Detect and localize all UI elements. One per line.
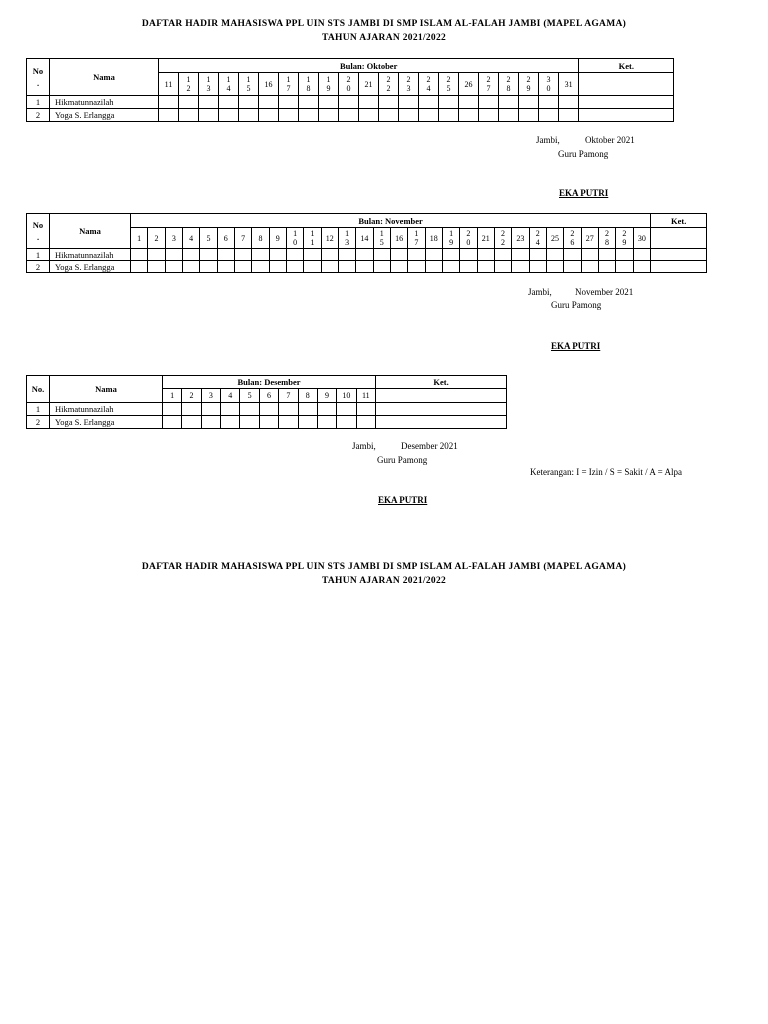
attendance-cell[interactable]	[425, 249, 442, 261]
day-header: 12	[321, 228, 338, 249]
attendance-cell[interactable]	[559, 96, 579, 109]
attendance-legend: Keterangan: I = Izin / S = Sakit / A = Alpa	[530, 467, 682, 477]
attendance-cell[interactable]	[529, 249, 546, 261]
attendance-cell[interactable]	[337, 403, 356, 416]
attendance-cell[interactable]	[304, 249, 321, 261]
attendance-cell[interactable]	[201, 416, 220, 429]
day-header: 1 9	[442, 228, 459, 249]
attendance-cell[interactable]	[286, 249, 303, 261]
attendance-cell[interactable]	[633, 261, 651, 273]
attendance-cell[interactable]	[199, 109, 219, 122]
ket-cell[interactable]	[651, 261, 707, 273]
attendance-cell[interactable]	[298, 403, 317, 416]
no-header: No.	[27, 376, 50, 403]
attendance-cell[interactable]	[182, 261, 199, 273]
attendance-cell[interactable]	[419, 96, 439, 109]
day-header: 23	[512, 228, 529, 249]
attendance-cell[interactable]	[319, 109, 339, 122]
attendance-cell[interactable]	[179, 109, 199, 122]
attendance-cell[interactable]	[321, 261, 338, 273]
attendance-cell[interactable]	[219, 96, 239, 109]
attendance-cell[interactable]	[356, 403, 375, 416]
day-header: 1 3	[338, 228, 355, 249]
day-header: 1 7	[408, 228, 425, 249]
attendance-cell[interactable]	[373, 261, 390, 273]
nama-header: Nama	[50, 59, 159, 96]
attendance-cell[interactable]	[338, 261, 355, 273]
day-header: 9	[269, 228, 286, 249]
attendance-cell[interactable]	[239, 96, 259, 109]
row-number: 1	[27, 403, 50, 416]
day-header: 18	[425, 228, 442, 249]
day-header: 2 9	[519, 73, 539, 96]
attendance-table-november	[26, 213, 707, 273]
attendance-cell[interactable]	[373, 249, 390, 261]
attendance-cell[interactable]	[359, 96, 379, 109]
attendance-cell[interactable]	[259, 96, 279, 109]
attendance-cell[interactable]	[163, 403, 182, 416]
day-header: 25	[546, 228, 563, 249]
student-name: Hikmatunnazilah	[50, 96, 159, 109]
day-header: 3 0	[539, 73, 559, 96]
sign-place-oktober: Jambi,	[536, 135, 560, 145]
day-header: 1 5	[373, 228, 390, 249]
ket-cell[interactable]	[376, 403, 507, 416]
attendance-cell[interactable]	[217, 249, 234, 261]
sign-date-desember: Desember 2021	[401, 441, 458, 451]
day-header: 30	[633, 228, 651, 249]
attendance-cell[interactable]	[539, 109, 559, 122]
attendance-cell[interactable]	[459, 96, 479, 109]
nama-header: Nama	[50, 376, 163, 403]
attendance-cell[interactable]	[217, 261, 234, 273]
attendance-cell[interactable]	[499, 96, 519, 109]
attendance-cell[interactable]	[581, 261, 598, 273]
day-header: 9	[317, 389, 336, 403]
attendance-cell[interactable]	[598, 261, 615, 273]
table-row	[27, 96, 674, 109]
day-header: 1 1	[304, 228, 321, 249]
day-header: 4	[221, 389, 240, 403]
attendance-cell[interactable]	[459, 109, 479, 122]
day-header: 2 0	[460, 228, 477, 249]
day-header: 4	[182, 228, 199, 249]
day-header: 2 7	[479, 73, 499, 96]
attendance-cell[interactable]	[279, 403, 298, 416]
day-header: 27	[581, 228, 598, 249]
attendance-cell[interactable]	[240, 403, 259, 416]
attendance-cell[interactable]	[479, 109, 499, 122]
attendance-cell[interactable]	[390, 261, 407, 273]
day-header: 2 5	[439, 73, 459, 96]
day-header: 11	[159, 73, 179, 96]
next-section-subtitle: TAHUN AJARAN 2021/2022	[321, 576, 447, 586]
ket-cell[interactable]	[376, 416, 507, 429]
attendance-cell[interactable]	[633, 249, 651, 261]
row-number: 1	[27, 249, 50, 261]
sign-place-november: Jambi,	[528, 287, 552, 297]
attendance-cell[interactable]	[559, 109, 579, 122]
student-name: Hikmatunnazilah	[50, 249, 131, 261]
attendance-cell[interactable]	[439, 96, 459, 109]
document-subtitle: TAHUN AJARAN 2021/2022	[321, 33, 447, 43]
day-header: 31	[559, 73, 579, 96]
attendance-cell[interactable]	[408, 249, 425, 261]
attendance-cell[interactable]	[279, 416, 298, 429]
sign-role-desember: Guru Pamong	[377, 455, 428, 465]
attendance-cell[interactable]	[148, 249, 165, 261]
day-header: 11	[356, 389, 375, 403]
ket-subheader	[579, 73, 674, 96]
day-header: 2 4	[529, 228, 546, 249]
table-row	[27, 249, 707, 261]
table-row	[27, 261, 707, 273]
attendance-cell[interactable]	[546, 249, 563, 261]
day-header: 5	[240, 389, 259, 403]
attendance-cell[interactable]	[494, 261, 511, 273]
attendance-cell[interactable]	[200, 249, 217, 261]
day-header: 1	[131, 228, 148, 249]
ket-header: Ket.	[579, 59, 674, 73]
attendance-cell[interactable]	[379, 109, 399, 122]
attendance-cell[interactable]	[269, 249, 286, 261]
attendance-table-oktober	[26, 58, 674, 122]
signer-name-oktober: EKA PUTRI	[559, 188, 609, 198]
attendance-cell[interactable]	[259, 109, 279, 122]
attendance-table-desember	[26, 375, 507, 429]
attendance-cell[interactable]	[299, 96, 319, 109]
attendance-cell[interactable]	[319, 96, 339, 109]
attendance-cell[interactable]	[539, 96, 559, 109]
attendance-cell[interactable]	[337, 416, 356, 429]
day-header: 21	[477, 228, 494, 249]
day-header: 2 8	[499, 73, 519, 96]
table-row	[27, 109, 674, 122]
ket-subheader	[376, 389, 507, 403]
day-header: 14	[356, 228, 373, 249]
attendance-cell[interactable]	[182, 249, 199, 261]
sign-role-oktober: Guru Pamong	[558, 149, 609, 159]
day-header: 5	[200, 228, 217, 249]
student-name: Yoga S. Erlangga	[50, 261, 131, 273]
student-name: Yoga S. Erlangga	[50, 109, 159, 122]
attendance-cell[interactable]	[317, 403, 336, 416]
day-header: 8	[252, 228, 269, 249]
day-header: 2 4	[419, 73, 439, 96]
table-row	[27, 403, 507, 416]
student-name: Hikmatunnazilah	[50, 403, 163, 416]
month-header-november: Bulan: November	[131, 214, 651, 228]
attendance-cell[interactable]	[131, 261, 148, 273]
attendance-cell[interactable]	[499, 109, 519, 122]
day-header: 26	[459, 73, 479, 96]
month-header-desember: Bulan: Desember	[163, 376, 376, 389]
day-header: 3	[165, 228, 182, 249]
day-header: 6	[259, 389, 278, 403]
day-header: 1 5	[239, 73, 259, 96]
attendance-cell[interactable]	[616, 249, 633, 261]
day-header: 3	[201, 389, 220, 403]
ket-header: Ket.	[376, 376, 507, 389]
day-header: 2 2	[379, 73, 399, 96]
attendance-cell[interactable]	[240, 416, 259, 429]
day-header: 1 3	[199, 73, 219, 96]
attendance-cell[interactable]	[159, 96, 179, 109]
attendance-cell[interactable]	[321, 249, 338, 261]
attendance-cell[interactable]	[390, 249, 407, 261]
attendance-cell[interactable]	[359, 109, 379, 122]
attendance-cell[interactable]	[338, 249, 355, 261]
attendance-cell[interactable]	[259, 416, 278, 429]
attendance-cell[interactable]	[460, 261, 477, 273]
day-header: 1 2	[179, 73, 199, 96]
next-section-title: DAFTAR HADIR MAHASISWA PPL UIN STS JAMBI DI SMP ISLAM AL-FALAH JAMBI (MAPEL AGAMA)	[141, 562, 627, 572]
attendance-cell[interactable]	[442, 261, 459, 273]
attendance-cell[interactable]	[234, 249, 251, 261]
sign-place-desember: Jambi,	[352, 441, 376, 451]
day-header: 16	[390, 228, 407, 249]
attendance-cell[interactable]	[442, 249, 459, 261]
day-header: 1 7	[279, 73, 299, 96]
attendance-cell[interactable]	[356, 261, 373, 273]
attendance-cell[interactable]	[252, 249, 269, 261]
attendance-cell[interactable]	[512, 261, 529, 273]
attendance-cell[interactable]	[269, 261, 286, 273]
attendance-cell[interactable]	[131, 249, 148, 261]
day-header: 7	[234, 228, 251, 249]
ket-cell[interactable]	[651, 249, 707, 261]
attendance-cell[interactable]	[519, 109, 539, 122]
student-name: Yoga S. Erlangga	[50, 416, 163, 429]
day-header: 21	[359, 73, 379, 96]
day-header: 1 0	[286, 228, 303, 249]
day-header: 2	[148, 228, 165, 249]
day-header: 1	[163, 389, 182, 403]
day-header: 1 9	[319, 73, 339, 96]
attendance-cell[interactable]	[317, 416, 336, 429]
day-header: 2 0	[339, 73, 359, 96]
day-header: 6	[217, 228, 234, 249]
attendance-cell[interactable]	[529, 261, 546, 273]
day-header: 2 8	[598, 228, 615, 249]
day-header: 2 2	[494, 228, 511, 249]
attendance-cell[interactable]	[252, 261, 269, 273]
row-number: 1	[27, 96, 50, 109]
attendance-cell[interactable]	[564, 261, 581, 273]
attendance-cell[interactable]	[479, 96, 499, 109]
attendance-cell[interactable]	[299, 109, 319, 122]
attendance-cell[interactable]	[379, 96, 399, 109]
attendance-cell[interactable]	[581, 249, 598, 261]
day-header: 2 3	[399, 73, 419, 96]
sign-date-november: November 2021	[575, 287, 634, 297]
attendance-cell[interactable]	[356, 416, 375, 429]
attendance-cell[interactable]	[616, 261, 633, 273]
attendance-cell[interactable]	[598, 249, 615, 261]
day-header: 2	[182, 389, 201, 403]
attendance-cell[interactable]	[304, 261, 321, 273]
attendance-cell[interactable]	[408, 261, 425, 273]
attendance-cell[interactable]	[477, 249, 494, 261]
day-header: 10	[337, 389, 356, 403]
table-row	[27, 416, 507, 429]
attendance-cell[interactable]	[519, 96, 539, 109]
attendance-cell[interactable]	[259, 403, 278, 416]
row-number: 2	[27, 261, 50, 273]
attendance-cell[interactable]	[439, 109, 459, 122]
attendance-cell[interactable]	[182, 403, 201, 416]
row-number: 2	[27, 416, 50, 429]
attendance-cell[interactable]	[199, 96, 219, 109]
row-number: 2	[27, 109, 50, 122]
attendance-cell[interactable]	[148, 261, 165, 273]
ket-subheader	[651, 228, 707, 249]
ket-cell[interactable]	[579, 96, 674, 109]
attendance-cell[interactable]	[179, 96, 199, 109]
attendance-cell[interactable]	[494, 249, 511, 261]
attendance-cell[interactable]	[219, 109, 239, 122]
attendance-cell[interactable]	[279, 96, 299, 109]
attendance-cell[interactable]	[356, 249, 373, 261]
ket-cell[interactable]	[579, 109, 674, 122]
day-header: 8	[298, 389, 317, 403]
attendance-cell[interactable]	[159, 109, 179, 122]
no-header: No .	[27, 214, 50, 249]
attendance-cell[interactable]	[239, 109, 259, 122]
attendance-cell[interactable]	[163, 416, 182, 429]
attendance-cell[interactable]	[425, 261, 442, 273]
attendance-cell[interactable]	[477, 261, 494, 273]
attendance-cell[interactable]	[564, 249, 581, 261]
attendance-cell[interactable]	[201, 403, 220, 416]
sign-role-november: Guru Pamong	[551, 300, 602, 310]
month-header-oktober: Bulan: Oktober	[159, 59, 579, 73]
no-header: No .	[27, 59, 50, 96]
attendance-cell[interactable]	[182, 416, 201, 429]
attendance-cell[interactable]	[165, 261, 182, 273]
attendance-cell[interactable]	[339, 96, 359, 109]
day-header: 2 9	[616, 228, 633, 249]
day-header: 1 4	[219, 73, 239, 96]
attendance-cell[interactable]	[298, 416, 317, 429]
attendance-cell[interactable]	[234, 261, 251, 273]
nama-header: Nama	[50, 214, 131, 249]
document-title: DAFTAR HADIR MAHASISWA PPL UIN STS JAMBI DI SMP ISLAM AL-FALAH JAMBI (MAPEL AGAMA)	[141, 19, 627, 29]
day-header: 2 6	[564, 228, 581, 249]
day-header: 7	[279, 389, 298, 403]
attendance-cell[interactable]	[339, 109, 359, 122]
attendance-cell[interactable]	[512, 249, 529, 261]
attendance-cell[interactable]	[399, 96, 419, 109]
attendance-cell[interactable]	[279, 109, 299, 122]
attendance-cell[interactable]	[221, 416, 240, 429]
sign-date-oktober: Oktober 2021	[585, 135, 635, 145]
signer-name-november: EKA PUTRI	[551, 341, 601, 351]
ket-header: Ket.	[651, 214, 707, 228]
attendance-cell[interactable]	[165, 249, 182, 261]
attendance-cell[interactable]	[286, 261, 303, 273]
attendance-cell[interactable]	[399, 109, 419, 122]
attendance-cell[interactable]	[419, 109, 439, 122]
signer-name-desember: EKA PUTRI	[378, 495, 428, 505]
day-header: 16	[259, 73, 279, 96]
attendance-cell[interactable]	[546, 261, 563, 273]
attendance-cell[interactable]	[460, 249, 477, 261]
attendance-cell[interactable]	[200, 261, 217, 273]
attendance-cell[interactable]	[221, 403, 240, 416]
day-header: 1 8	[299, 73, 319, 96]
